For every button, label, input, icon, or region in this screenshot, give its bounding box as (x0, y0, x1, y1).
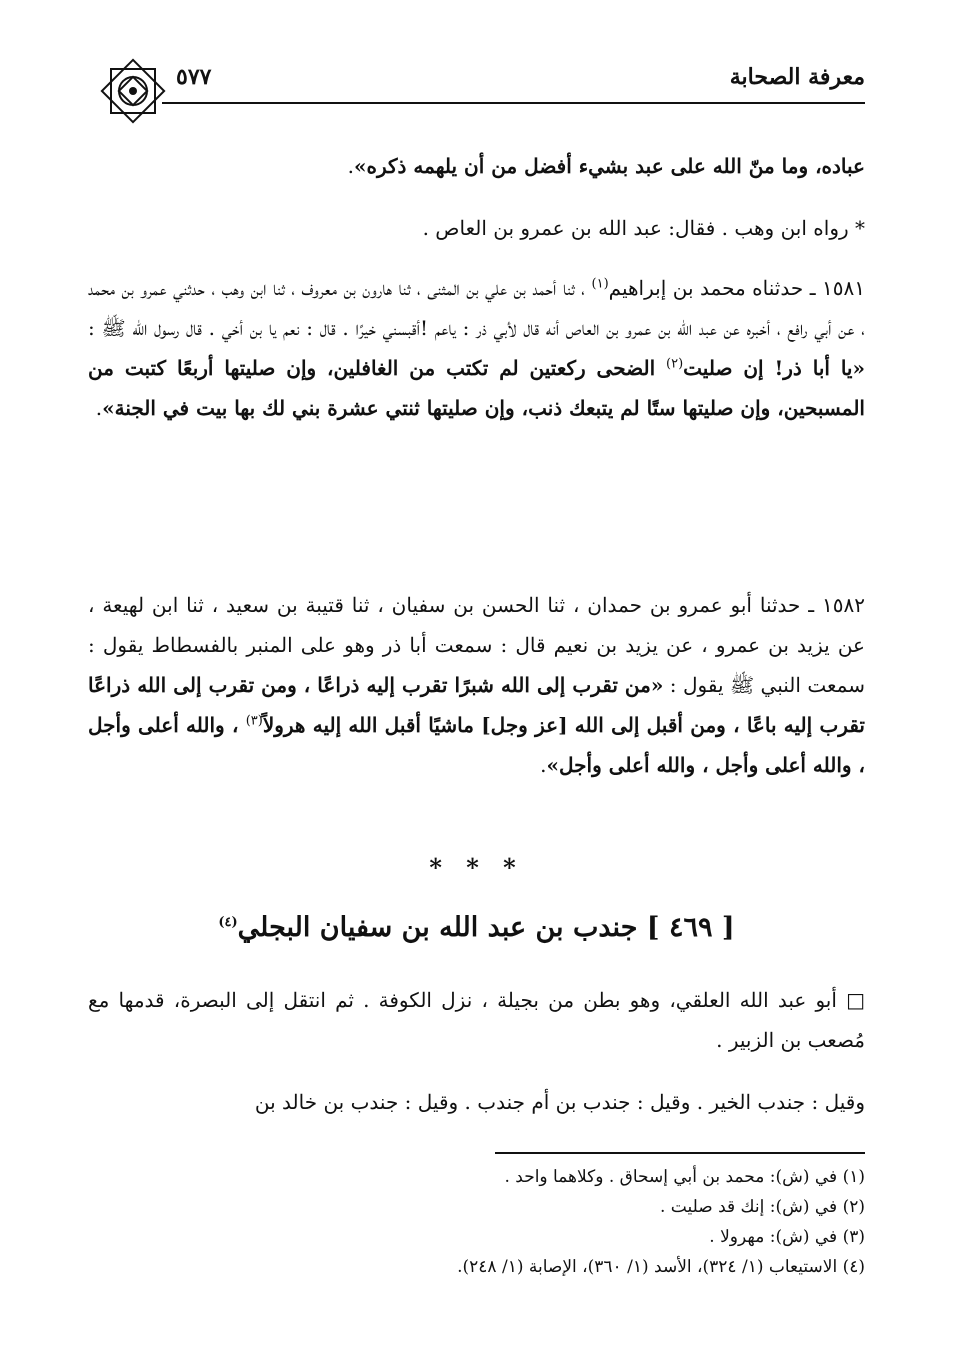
narration-text: . (540, 753, 547, 777)
footnote-ref: (٣) (245, 713, 263, 729)
narration-text: ١٥٨٢ ـ حدثنا أبو عمرو بن حمدان ، ثنا الحسن بن سفيان ، ثنا قتيبة بن سعيد ، ثنا ابن لهيعة ، عن يزيد بن عمرو ، عن يزيد بن نعيم قال : سمعت أبا ذر وهو على المنبر بالفسطاط يقول : سمعت النبي ﷺ يقول : (88, 593, 865, 697)
footnote-rule (495, 1152, 865, 1154)
narration-text: ١٥٨١ ـ حدثناه محمد بن إبراهيم (608, 276, 866, 300)
para-5 (88, 1082, 865, 1122)
footnote-4: (٤) الاستيعاب (١/ ٣٢٤)، الأسد (١/ ٣٦٠)، الإصابة (١/ ٢٤٨). (457, 1257, 865, 1277)
footnotes (88, 1162, 865, 1282)
page-number: ٥٧٧ (176, 64, 212, 90)
footnote-3: (٣) في (ش): مهرولا . (709, 1227, 865, 1247)
footnote-ref: (١) (591, 276, 609, 292)
biography-paragraph (88, 980, 865, 1060)
para-2 (88, 268, 865, 428)
narration-text: وقيل : جندب الخير . وقيل : جندب بن أم جندب . وقيل : جندب بن خالد بن (254, 1090, 865, 1114)
hadith-text: الضحى ركعتين لم تكتب من الغافلين، وإن صليتها أربعًا كتبت من المسبحين، وإن صليتها ستًا لم يتبعك ذنب، وإن صليتها ثنتي عشرة بني لك بها بيت في الجنة» (88, 356, 865, 420)
section-separator: * * * (429, 853, 524, 882)
para-3 (88, 585, 865, 785)
section-heading (0, 912, 953, 943)
paragraph-narration (88, 208, 865, 248)
footnote-2: (٢) في (ش): إنك قد صليت . (660, 1197, 865, 1217)
para-1 (88, 208, 865, 248)
section-footnote-ref: (٤) (218, 915, 238, 930)
narration-text: . (95, 396, 103, 420)
hadith-text: «يا أبا ذر! إن صليت (683, 356, 865, 380)
footnote-ref: (٢) (666, 356, 684, 372)
biography-paragraph-2 (88, 1082, 865, 1122)
octagram-ornament-icon (98, 56, 168, 126)
hadith-1581 (88, 268, 865, 428)
hadith-text: عباده، وما منّ الله على عبد بشيء أفضل من أن يلهمه ذكره» (354, 154, 865, 178)
hadith-text: «من تقرب إلى الله شبرًا تقرب إليه ذراعًا ، ومن تقرب إلى الله ذراعًا تقرب إليه باعًا ، ومن أقبل إلى الله [عز وجل] ماشيًا أقبل الله إليه هرولاً (88, 673, 865, 737)
header-rule (162, 102, 865, 104)
section-title-text: [ ٤٦٩ ] جندب بن عبد الله بن سفيان البجلي (237, 912, 735, 943)
paragraph-continuation (88, 146, 865, 186)
running-header-title: معرفة الصحابة (729, 64, 865, 90)
footnote-1: (١) في (ش): محمد بن أبي إسحاق . وكلاهما واحد . (504, 1167, 865, 1187)
hadith-1582 (88, 585, 865, 785)
para-4 (88, 980, 865, 1060)
para-0 (88, 146, 865, 186)
narration-text: * رواه ابن وهب . فقال: عبد الله بن عمرو بن العاص . (422, 216, 865, 240)
hadith-text: ، والله أعلى وأجل ، والله أعلى وأجل ، والله أعلى وأجل» (88, 713, 865, 777)
narration-text: □ أبو عبد الله العلقي، وهو بطن من بجيلة ، نزل الكوفة . ثم انتقل إلى البصرة، قدمها مع مُصعب بن الزبير . (88, 988, 866, 1052)
narration-text: ، ثنا أحمد بن علي بن المثنى ، ثنا هارون بن معروف ، ثنا ابن وهب ، حدثني عمرو بن محمد ، عن أبي رافع ، أخبره عن عبد الله بن عمرو بن العاص أنه قال لأبي ذر : ياعم !أقبسني خيرًا . قال : نعم يا بن أخي . قال رسول الله ﷺ : (88, 276, 865, 340)
narration-text: . (347, 154, 354, 178)
